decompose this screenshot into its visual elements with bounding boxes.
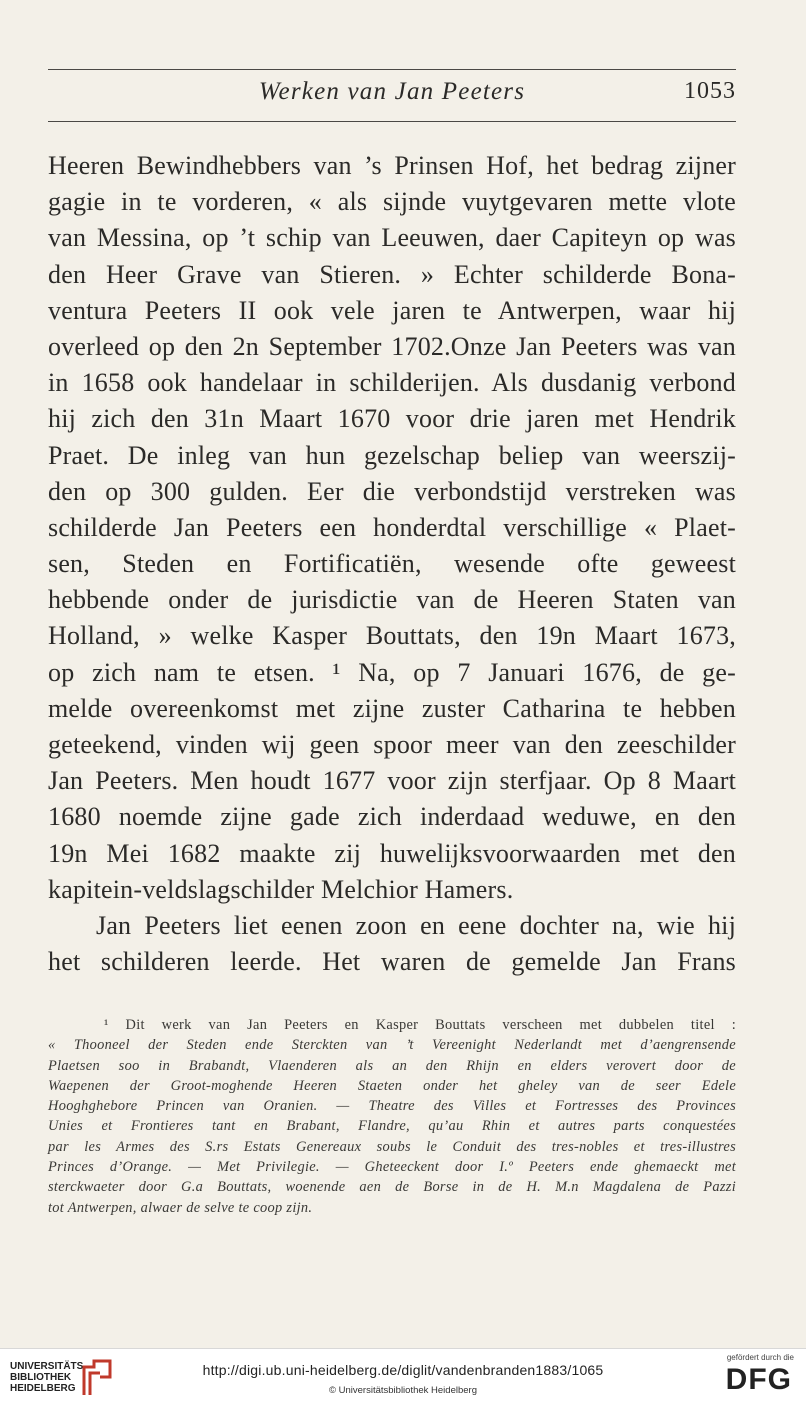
- footnote-line: Waepenen der Groot-moghende Heeren Staeten onder het gheley van de seer Edele: [48, 1077, 736, 1094]
- running-title: Werken van Jan Peeters: [258, 78, 526, 105]
- footnote-line: Plaetsen soo in Brabandt, Vlaenderen als an den Rhijn en elders verovert door de: [48, 1057, 736, 1074]
- page-number: 1053: [684, 78, 736, 104]
- text-line: 1680 noemde zijne gade zich inderdaad weduwe, en den: [48, 802, 736, 832]
- footnote-line: sterckwaeter door G.a Bouttats, woenende aen de Borse in de H. M.n Magdalena de Pazzi: [48, 1179, 736, 1196]
- text-line: Holland, » welke Kasper Bouttats, den 19n Maart 1673,: [48, 621, 736, 651]
- text-line: Heeren Bewindhebbers van ’s Prinsen Hof, het bedrag zijner: [48, 151, 736, 180]
- footnote-line: « Thooneel der Steden ende Sterckten van ’t Vereenight Nederlandt met d’aengrensende: [48, 1037, 736, 1054]
- page-header: [48, 78, 736, 110]
- footnote-line: Princes d’Orange. — Met Privilegie. — Gheteeckent door I.º Peeters ende ghemaeckt met: [48, 1159, 736, 1176]
- body-text: [48, 148, 736, 980]
- footnote-line: Unies et Frontieres tant en Brabant, Flandre, qu’au Rhin et autres parts conquestées: [48, 1118, 736, 1135]
- footnote-line: par les Armes des S.rs Estats Genereaux soubs le Conduit des tres-nobles et tres-illustres: [48, 1138, 736, 1155]
- text-line: den op 300 gulden. Eer die verbondstijd verstreken was: [48, 476, 736, 506]
- footnote-line: tot Antwerpen, alwaer de selve te coop zijn.: [48, 1199, 313, 1216]
- header-rule-top: [48, 69, 736, 70]
- text-line: Jan Peeters. Men houdt 1677 voor zijn sterfjaar. Op 8 Maart: [48, 766, 736, 796]
- text-line: kapitein-veldslagschilder Melchior Hamers.: [48, 874, 514, 904]
- funded-by-label: gefördert durch die: [726, 1353, 794, 1362]
- text-line: op zich nam te etsen. ¹ Na, op 7 Januari 1676, de ge-: [48, 657, 736, 687]
- text-line: schilderde Jan Peeters een honderdtal verschillige « Plaet-: [48, 512, 736, 542]
- text-line: melde overeenkomst met zijne zuster Catharina te hebben: [48, 693, 736, 723]
- text-line: het schilderen leerde. Het waren de gemelde Jan Frans: [48, 947, 736, 977]
- footnote-line: Hooghghebore Princen van Oranien. — Theatre des Villes et Fortresses des Provinces: [48, 1098, 736, 1115]
- header-rule-bottom: [48, 121, 736, 122]
- dfg-logo[interactable]: DFG: [725, 1363, 792, 1396]
- copyright-notice: © Universitätsbibliothek Heidelberg: [329, 1385, 477, 1396]
- library-name: UNIVERSITÄTS- BIBLIOTHEK HEIDELBERG: [10, 1361, 87, 1394]
- footnote-line: ¹ Dit werk van Jan Peeters en Kasper Bouttats verscheen met dubbelen titel :: [104, 1017, 736, 1033]
- text-line: sen, Steden en Fortificatiën, wesende ofte geweest: [48, 549, 736, 579]
- text-line: overleed op den 2n September 1702.Onze Jan Peeters was van: [48, 331, 736, 361]
- text-line: den Heer Grave van Stieren. » Echter schilderde Bona-: [48, 259, 736, 289]
- permalink-url[interactable]: http://digi.ub.uni-heidelberg.de/diglit/vandenbranden1883/1065: [202, 1362, 604, 1378]
- text-line: gagie in te vorderen, « als sijnde vuytgevaren mette vlote: [48, 187, 736, 217]
- text-line: hebbende onder de jurisdictie van de Heeren Staten van: [48, 585, 736, 615]
- text-line: Praet. De inleg van hun gezelschap beliep van weerszij-: [48, 440, 736, 470]
- text-line: ventura Peeters II ook vele jaren te Antwerpen, waar hij: [48, 295, 736, 325]
- text-line: geteekend, vinden wij geen spoor meer van den zeeschilder: [48, 730, 736, 759]
- text-line: van Messina, op ’t schip van Leeuwen, daer Capiteyn op was: [48, 223, 736, 253]
- text-line: in 1658 ook handelaar in schilderijen. Als dusdanig verbond: [48, 368, 736, 398]
- footnote: [48, 1015, 736, 1218]
- text-line: Jan Peeters liet eenen zoon en eene dochter na, wie hij: [96, 910, 736, 940]
- viewer-footer: [0, 1348, 806, 1405]
- text-line: 19n Mei 1682 maakte zij huwelijksvoorwaarden met den: [48, 838, 736, 868]
- text-line: hij zich den 31n Maart 1670 voor drie jaren met Hendrik: [48, 404, 736, 434]
